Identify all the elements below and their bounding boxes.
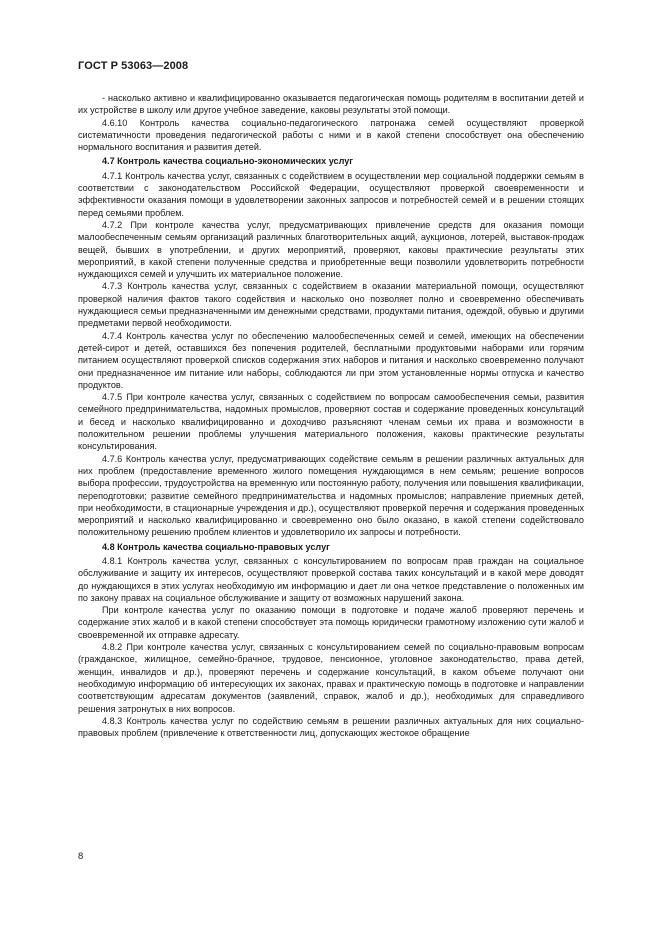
paragraph: 4.6.10 Контроль качества социально-педагогического патронажа семей осуществляют проверкой систематичности проведения педагогической работы с ними и в какой степени способствует она обеспечению нормального воспитания и развития детей.	[78, 117, 584, 153]
paragraph: 4.7.1 Контроль качества услуг, связанных с содействием в осуществлении мер социальной поддержки семьям в соответствии с законодательством Российской Федерации, осуществляют проверкой своевременности и эффективности оказания помощи в удовлетворении законных запросов и потребностей семей и в решении стоящих перед семьями проблем.	[78, 170, 584, 218]
section-heading-4-8: 4.8 Контроль качества социально-правовых услуг	[102, 541, 330, 552]
paragraph: 4.7.3 Контроль качества услуг, связанных с содействием в оказании материальной помощи, осуществляют проверкой наличия фактов такого содействия и насколько оно позволяет полно и своевременно обеспечивать нуждающиеся семьи предназначенными им денежными средствами, продуктами питания, одеждой, обувью и другими предметами первой необходимости.	[78, 281, 584, 329]
paragraph: 4.8.3 Контроль качества услуг по содействию семьям в решении различных актуальных для них социально-правовых проблем (привлечение к ответственности лиц, допускающих жестокое обращение	[78, 715, 584, 739]
paragraph: 4.8.1 Контроль качества услуг, связанных с консультированием по вопросам прав граждан на социальное обслуживание и защиту их интересов, осуществляют проверкой состава таких консультаций и в какой мере доводят до нуждающихся в этих услугах необходимую им информацию и дает ли она четкое представление о положенных им по закону правах на социальное обслуживание и защиту от возможных нарушений закона.	[78, 555, 584, 603]
document-page	[78, 60, 584, 739]
page-number: 8	[78, 851, 84, 862]
section-heading-4-7: 4.7 Контроль качества социально-экономических услуг	[102, 156, 354, 167]
paragraph: 4.7.5 При контроле качества услуг, связанных с содействием по вопросам самообеспечения семьи, развития семейного предпринимательства, надомных промыслов, проверяют состав и содержание проведенных консультаций и бесед и насколько квалифицированно и доходчиво разъясняют членам семьи их права и возможности в положительном решении проблемы улучшения материального положения, каковы практические результаты консультирования.	[78, 392, 584, 452]
paragraph: - насколько активно и квалифицированно оказывается педагогическая помощь родителям в воспитании детей и их устройстве в школу или другое учебное заведение, каковы результаты этой помощи.	[78, 93, 584, 116]
paragraph: При контроле качества услуг по оказанию помощи в подготовке и подаче жалоб проверяют перечень и содержание этих жалоб и в какой степени способствует эта помощь юридически грамотному изложению сути жалоб и своевременной их отправке адресату.	[78, 605, 584, 640]
standard-number-header: ГОСТ Р 53063—2008	[78, 60, 189, 72]
paragraph: 4.7.4 Контроль качества услуг по обеспечению малообеспеченных семей и семей, имеющих на обеспечении детей-сирот и детей, оставшихся без попечения родителей, бесплатными продуктовыми наборами или горячим питанием осуществляют проверкой списков содержания этих наборов и питания и насколько своевременно получают они предназначенное им питание или наборы, соблюдаются ли при этом установленные нормы отпуска и качество продуктов.	[78, 330, 584, 390]
paragraph: 4.8.2 При контроле качества услуг, связанных с консультированием семей по социально-правовым вопросам (гражданское, жилищное, семейно-брачное, трудовое, пенсионное, уголовное законодательство, права детей, женщин, инвалидов и др.), проверяют перечень и содержание консультаций, в каком объеме получают они необходимую информацию об интересующих их законах, правах и практическую помощь в подготовке и направлении соответствующим адресатам документов (заявлений, справок, жалоб и др.), необходимых для справедливого решения затронутых в них вопросов.	[78, 642, 584, 714]
paragraph: 4.7.6 Контроль качества услуг, предусматривающих содействие семьям в решении различных актуальных для них проблем (предоставление временного жилого помещения нуждающимся в нем семьям; решение вопросов выбора профессии, трудоустройства на временную или постоянную работу, получения или повышения квалификации, переподготовки; развитие семейного предпринимательства и надомных промыслов; направление приемных детей, при необходимости, в стационарные учреждения и др.), осуществляют проверкой перечня и содержания проведенных мероприятий и насколько квалифицированно и своевременно оно было оказано, в какой степени содействовало положительному решению проблем клиентов и удовлетворило их запросы и потребности.	[78, 453, 584, 538]
paragraph: 4.7.2 При контроле качества услуг, предусматривающих привлечение средств для оказания помощи малообеспеченным семьям организаций различных благотворительных акций, аукционов, лотерей, выставок-продаж вещей, бывших в употреблении, и других мероприятий, проверяют, каковы практические результаты этих мероприятий, в какой степени полученные средства и приобретенные вещи позволили удовлетворить потребности нуждающихся семей и улучшить их материальное положение.	[78, 219, 584, 280]
